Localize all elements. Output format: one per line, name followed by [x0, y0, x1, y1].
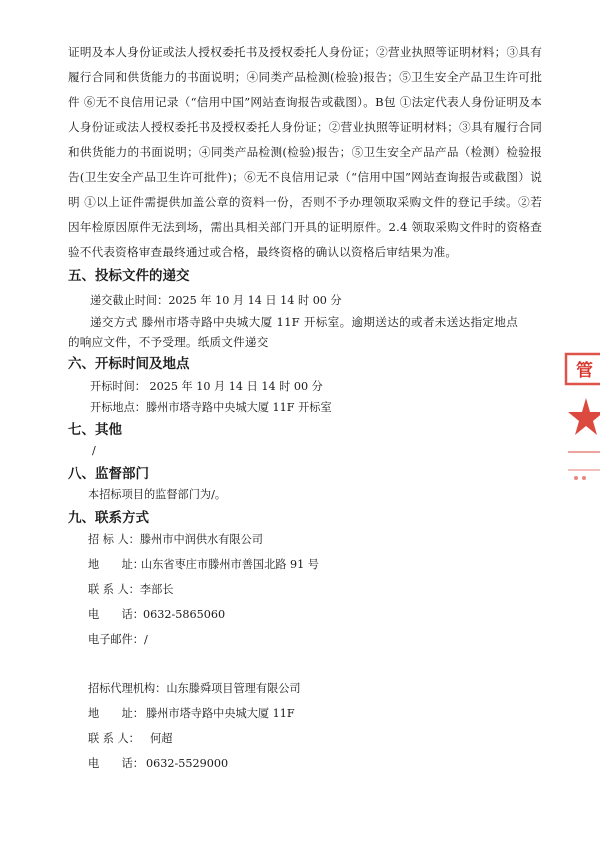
section-6-heading: 六、开标时间及地点 [68, 356, 190, 372]
supervision-content: 本招标项目的监督部门为/。 [88, 488, 227, 501]
contact-value: 山东滕舜项目管理有限公司 [166, 682, 301, 695]
contact-value: 李部长 [139, 583, 174, 596]
contact-label: 电子邮件： [88, 633, 144, 646]
contact-row [88, 556, 319, 574]
contact-row [88, 631, 148, 649]
red-seal-stamp [562, 352, 600, 502]
qualification-paragraph: 证明及本人身份证或法人授权委托书及授权委托人身份证；②营业执照等证明材料；③具有履行合同和供货能力的书面说明；④同类产品检测(检验)报告；⑤卫生安全产品卫生许可批件 ⑥无不良信用记录（“信用中国”网站查询报告或截图）。B包 ①法定代表人身份证明及本人身份证或法人授权委托书及授权委托人身份证；②营业执照等证明材料；③具有履行合同和供货能力的书面说明；④同类产品检测(检验)报告；⑤卫生安全产品产品（检测）检验报告(卫生安全产品卫生许可批件)；⑥无不良信用记录（“信用中国”网站查询报告或截图）说明 ①以上证件需提供加盖公章的资料一份，否则不予办理领取采购文件的登记手续。②若因年检原因原件无法到场，需出具相关部门开具的证明原件。2.4 领取采购文件时的资格查验不代表资格审查最终通过或合格，最终资格的确认以资格后审结果为准。 [68, 45, 542, 259]
contact-row [88, 755, 228, 773]
contact-label: 电 话： [88, 757, 144, 770]
section-7-heading: 七、其他 [68, 422, 122, 438]
contact-value: 何超 [150, 732, 173, 745]
contact-value: / [143, 633, 148, 646]
contact-row [88, 531, 263, 549]
contact-value: 滕州市塔寺路中央城大厦 11F [146, 707, 295, 720]
section-5-heading: 五、投标文件的递交 [68, 268, 190, 284]
contact-row [88, 705, 295, 723]
contact-label: 电 话： [88, 608, 144, 621]
contact-row [88, 581, 173, 599]
contact-row [88, 606, 225, 624]
opening-time: 开标时间： 2025 年 10 月 14 日 14 时 00 分 [90, 380, 323, 393]
submission-deadline: 递交截止时间：2025 年 10 月 14 日 14 时 00 分 [90, 294, 342, 307]
stamp-glyph: 管 [576, 361, 593, 381]
contact-label: 招 标 人： [88, 533, 140, 546]
submission-method: 递交方式 滕州市塔寺路中央城大厦 11F 开标室。逾期送达的或者未送达指定地点的响应文件，不予受理。纸质文件递交 [68, 315, 518, 349]
contact-label: 招标代理机构： [88, 682, 167, 695]
contact-label: 联 系 人： [88, 583, 140, 596]
contact-value: 0632-5529000 [146, 757, 229, 770]
contact-label: 地 址： [88, 558, 144, 571]
contact-value: 0632-5865060 [143, 608, 226, 621]
contact-label: 联 系 人： [88, 732, 140, 745]
contact-value: 滕州市中润供水有限公司 [139, 533, 263, 546]
contact-row [88, 680, 301, 698]
opening-place: 开标地点：滕州市塔寺路中央城大厦 11F 开标室 [90, 401, 332, 414]
contact-label: 地 址： [88, 707, 144, 720]
contact-value: 山东省枣庄市滕州市善国北路 91 号 [141, 558, 319, 571]
section-8-heading: 八、监督部门 [68, 466, 149, 482]
other-content: / [92, 444, 96, 457]
contact-row [88, 730, 172, 748]
section-9-heading: 九、联系方式 [68, 510, 149, 526]
